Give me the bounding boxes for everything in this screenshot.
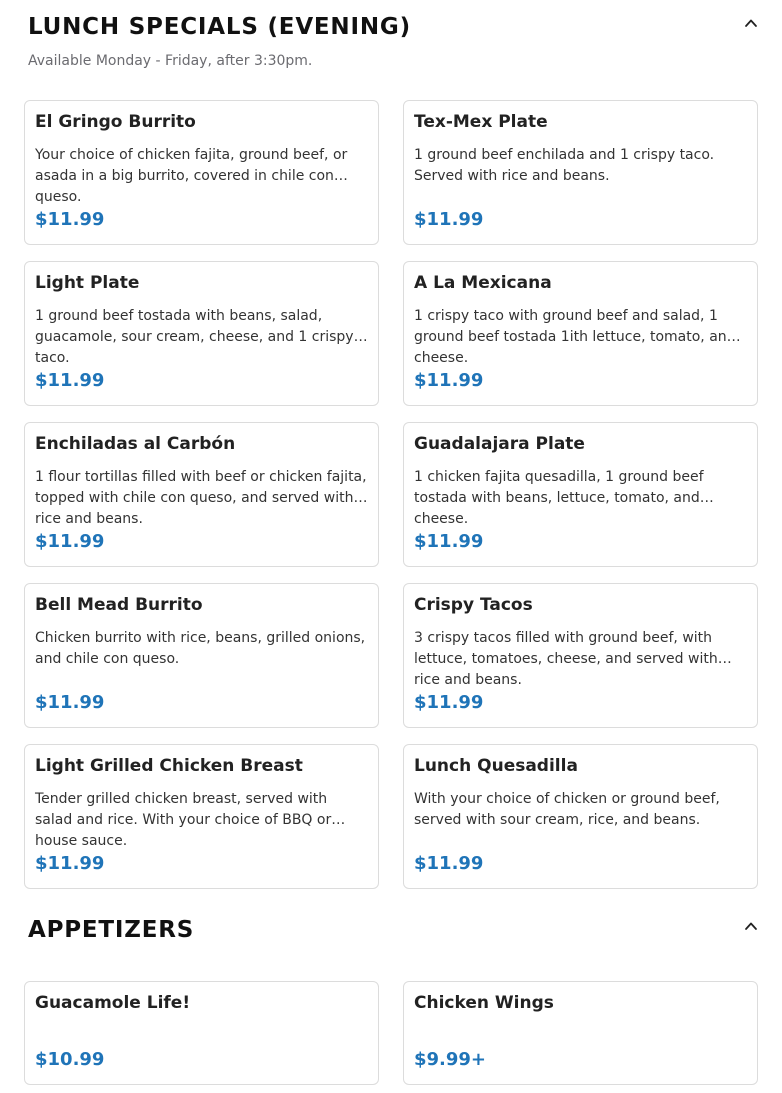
item-name: Chicken Wings [414, 993, 554, 1013]
menu-item-card[interactable] [24, 100, 379, 245]
menu-item-card[interactable] [24, 744, 379, 889]
item-description: Your choice of chicken fajita, ground beef, or asada in a big burrito, covered in chile con queso. [35, 147, 348, 205]
menu-item-card[interactable] [403, 100, 758, 245]
menu-item-card[interactable] [24, 261, 379, 406]
item-price: $11.99 [414, 531, 484, 552]
item-description: 3 crispy tacos filled with ground beef, with lettuce, tomatoes, cheese, and served with rice and beans. [414, 630, 718, 688]
menu-item-card[interactable] [403, 744, 758, 889]
item-name: Lunch Quesadilla [414, 756, 578, 776]
menu-item-card[interactable] [403, 583, 758, 728]
item-price: $11.99 [35, 370, 105, 391]
item-description: 1 ground beef tostada with beans, salad, guacamole, sour cream, cheese, and 1 crispy taco. [35, 308, 354, 366]
item-price: $11.99 [35, 531, 105, 552]
item-name: Light Plate [35, 273, 140, 293]
item-price: $11.99 [35, 209, 105, 230]
item-name: El Gringo Burrito [35, 112, 196, 132]
menu-item-card[interactable] [403, 422, 758, 567]
chevron-up-icon[interactable] [744, 16, 758, 30]
section-title: LUNCH SPECIALS (EVENING) [28, 14, 411, 40]
item-description: 1 flour tortillas filled with beef or chicken fajita, topped with chile con queso, and served with rice and beans. [35, 469, 367, 527]
item-name: Enchiladas al Carbón [35, 434, 236, 454]
item-price: $11.99 [35, 853, 105, 874]
item-name: Guadalajara Plate [414, 434, 585, 454]
menu-grid-appetizers [24, 981, 758, 1085]
menu-item-card[interactable] [403, 261, 758, 406]
item-description: 1 chicken fajita quesadilla, 1 ground beef tostada with beans, lettuce, tomato, and cheese. [414, 469, 704, 527]
section-header-lunch-specials[interactable] [28, 14, 758, 40]
menu-item-card[interactable] [24, 422, 379, 567]
item-name: Bell Mead Burrito [35, 595, 203, 615]
item-name: Tex-Mex Plate [414, 112, 548, 132]
item-name: Light Grilled Chicken Breast [35, 756, 303, 776]
item-description: 1 crispy taco with ground beef and salad, 1 ground beef tostada 1ith lettuce, tomato, and cheese. [414, 308, 736, 366]
item-price: $11.99 [414, 853, 484, 874]
menu-grid-lunch-specials [24, 100, 758, 889]
menu-item-card[interactable] [24, 981, 379, 1085]
item-description: Chicken burrito with rice, beans, grilled onions, and chile con queso. [35, 630, 366, 667]
section-subtitle: Available Monday - Friday, after 3:30pm. [28, 53, 313, 69]
item-price: $11.99 [414, 370, 484, 391]
item-price: $9.99+ [414, 1049, 487, 1070]
item-name: Crispy Tacos [414, 595, 533, 615]
menu-item-card[interactable] [403, 981, 758, 1085]
item-price: $11.99 [414, 692, 484, 713]
item-price: $11.99 [414, 209, 484, 230]
item-price: $10.99 [35, 1049, 105, 1070]
section-title: APPETIZERS [28, 917, 195, 943]
menu-item-card[interactable] [24, 583, 379, 728]
item-description: With your choice of chicken or ground beef, served with sour cream, rice, and beans. [414, 791, 720, 828]
section-header-appetizers[interactable] [28, 917, 758, 943]
item-description: 1 ground beef enchilada and 1 crispy taco. Served with rice and beans. [414, 147, 715, 184]
item-price: $11.99 [35, 692, 105, 713]
item-description: Tender grilled chicken breast, served with salad and rice. With your choice of BBQ or house sauce. [35, 791, 332, 849]
chevron-up-icon[interactable] [744, 919, 758, 933]
item-name: Guacamole Life! [35, 993, 191, 1013]
item-name: A La Mexicana [414, 273, 552, 293]
